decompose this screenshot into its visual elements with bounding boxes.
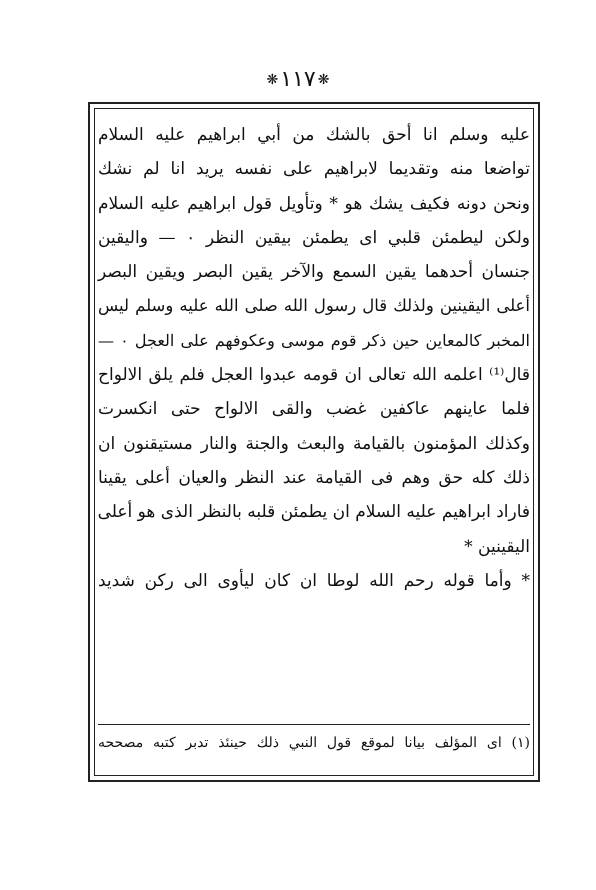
- text-line: المخبر كالمعاين حين ذكر قوم موسى وعكوفهم على العجل ٠ —: [98, 330, 531, 350]
- footnote-divider: [98, 724, 530, 725]
- text-line: اليقينين *: [464, 536, 530, 557]
- text-line: * وأما قوله رحم الله لوطا ان كان ليأوى الى ركن شديد: [98, 570, 530, 591]
- ornament-left-icon: ❋: [266, 72, 279, 88]
- page-number: [0, 66, 596, 94]
- ornament-right-icon: ❋: [317, 72, 330, 88]
- footnote: (١) اى المؤلف بيانا لموقع قول النبي ذلك حينئذ تدبر كتبه مصححه: [98, 735, 530, 751]
- text-line: ولكن ليطمئن قلبي اى يطمئن بيقين النظر ٠ — واليقين: [98, 227, 530, 248]
- page-number-value: ١١٧: [280, 67, 316, 92]
- text-line: فلما عاينهم عاكفين غضب والقى الالواح حتى انكسرت: [98, 399, 530, 420]
- text-line: قال⁽¹⁾ اعلمه الله تعالى ان قومه عبدوا العجل فلم يلق الالواح: [98, 365, 530, 386]
- text-line: تواضعا منه وتقديما لابراهيم على نفسه يريد انا لم نشك: [98, 159, 530, 180]
- text-line: ذلك كله حق وهم فى القيامة عند النظر والعيان أعلى يقينا: [98, 467, 530, 488]
- text-line: جنسان أحدهما يقين السمع والآخر يقين البصر ويقين البصر: [98, 262, 530, 283]
- text-line: ونحن دونه فكيف يشك هو * وتأويل قول ابراهيم عليه السلام: [98, 193, 530, 214]
- text-line: وكذلك المؤمنون بالقيامة والبعث والجنة والنار مستيقنون ان: [98, 433, 530, 454]
- text-line: عليه وسلم انا أحق بالشك من أبي ابراهيم عليه السلام: [98, 125, 530, 145]
- text-line: أعلى اليقينين ولذلك قال رسول الله صلى الله عليه وسلم ليس: [98, 296, 530, 316]
- text-line: فاراد ابراهيم عليه السلام ان يطمئن قلبه بالنظر الذى هو أعلى: [97, 502, 530, 523]
- main-text: [98, 118, 530, 598]
